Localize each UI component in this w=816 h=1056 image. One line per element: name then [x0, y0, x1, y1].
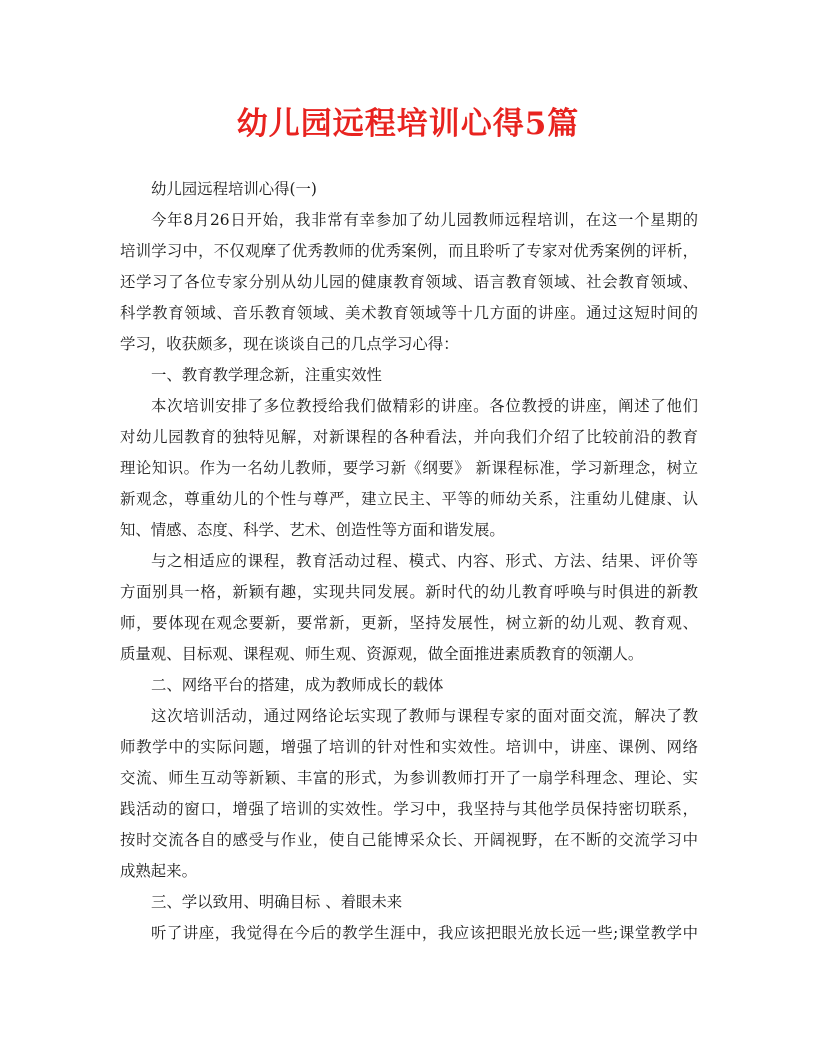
paragraph-line: 对幼儿园教育的独特见解，对新课程的各种看法，并向我们介绍了比较前沿的教育 [120, 428, 698, 446]
paragraph-line: 二、网络平台的搭建，成为教师成长的载体 [151, 676, 444, 694]
paragraph-line: 践活动的窗口，增强了培训的实效性。学习中，我坚持与其他学员保持密切联系， [120, 800, 698, 818]
paragraph-line: 三、学以致用、明确目标 、着眼未来 [151, 893, 403, 911]
paragraph-line: 师，要体现在观念要新，要常新，更新，坚持发展性，树立新的幼儿观、教育观、 [120, 614, 698, 632]
paragraph-line: 一、教育教学理念新，注重实效性 [151, 366, 382, 384]
paragraph-line: 按时交流各自的感受与作业，使自己能博采众长、开阔视野，在不断的交流学习中 [120, 831, 698, 849]
paragraph-line: 本次培训安排了多位教授给我们做精彩的讲座。各位教授的讲座，阐述了他们 [151, 397, 698, 415]
paragraph-line: 科学教育领域、音乐教育领域、美术教育领域等十几方面的讲座。通过这短时间的 [120, 304, 698, 322]
paragraph-line: 听了讲座，我觉得在今后的教学生涯中，我应该把眼光放长远一些;课堂教学中 [151, 924, 698, 942]
document-body [120, 174, 698, 949]
paragraph-line: 还学习了各位专家分别从幼儿园的健康教育领域、语言教育领域、社会教育领域、 [120, 273, 698, 291]
paragraph-line: 培训学习中，不仅观摩了优秀教师的优秀案例，而且聆听了专家对优秀案例的评析， [120, 242, 698, 260]
paragraph-line: 方面别具一格，新颖有趣，实现共同发展。新时代的幼儿教育呼唤与时俱进的新教 [120, 583, 698, 601]
paragraph-line: 成熟起来。 [120, 862, 197, 880]
paragraph-line: 质量观、目标观、课程观、师生观、资源观，做全面推进素质教育的领潮人。 [120, 645, 644, 663]
document-title: 幼儿园远程培训心得5篇 [236, 106, 580, 142]
paragraph-line: 与之相适应的课程，教育活动过程、模式、内容、形式、方法、结果、评价等 [151, 552, 698, 570]
paragraph-line: 新观念，尊重幼儿的个性与尊严，建立民主、平等的师幼关系，注重幼儿健康、认 [120, 490, 698, 508]
paragraph-line: 幼儿园远程培训心得(一) [151, 180, 317, 198]
paragraph-line: 今年8月26日开始，我非常有幸参加了幼儿园教师远程培训，在这一个星期的 [151, 211, 698, 229]
paragraph-line: 交流、师生互动等新颖、丰富的形式，为参训教师打开了一扇学科理念、理论、实 [120, 769, 698, 787]
paragraph-line: 理论知识。作为一名幼儿教师，要学习新《纲要》 新课程标准，学习新理念，树立 [120, 459, 698, 477]
paragraph-line: 这次培训活动，通过网络论坛实现了教师与课程专家的面对面交流，解决了教 [151, 707, 698, 725]
paragraph-line: 师教学中的实际问题，增强了培训的针对性和实效性。培训中，讲座、课例、网络 [120, 738, 698, 756]
paragraph-line: 知、情感、态度、科学、艺术、创造性等方面和谐发展。 [120, 521, 505, 539]
paragraph-line: 学习，收获颇多，现在谈谈自己的几点学习心得： [120, 335, 459, 353]
